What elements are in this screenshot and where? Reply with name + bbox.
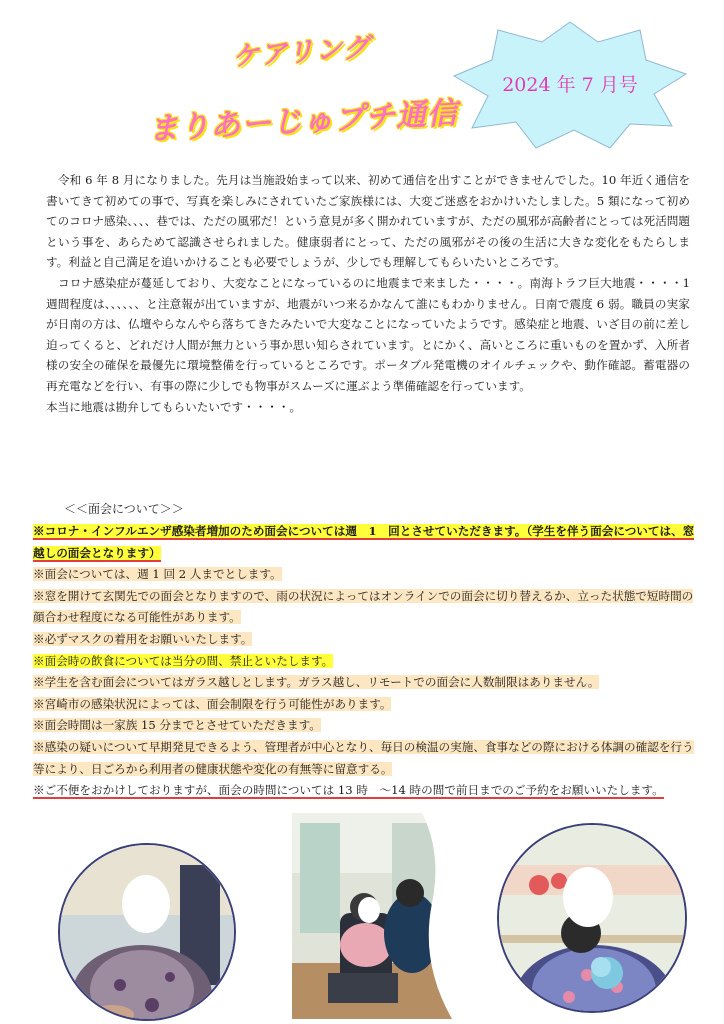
notice-item: ※窓を開けて玄関先での面会となりますので、雨の状況によってはオンラインでの面会に切り替えるか、立った状態で短時間の顔合わせ程度になる可能性があります。 [33, 588, 694, 625]
resident-photo-circle-icon [60, 845, 236, 1021]
face-mask [358, 897, 380, 923]
notice-item: ※コロナ・インフルエンザ感染者増加のため面会については週 1 回とさせていただきます。（学生を伴う面会については、窓越しの面会となります） [33, 524, 695, 560]
visits-heading: ＜＜面会について＞＞ [64, 502, 184, 516]
article-body [46, 170, 690, 417]
notice-item: ※面会時間は一家族 15 分までとさせていただきます。 [33, 718, 321, 733]
notice-item: ※学生を含む面会についてはガラス越しとします。ガラス越し、リモートでの面会に人数制限はありません。 [33, 675, 600, 690]
face-mask [563, 867, 613, 927]
notice-item: ※面会時の飲食については当分の間、禁止といたします。 [33, 653, 334, 668]
face-mask [122, 875, 170, 933]
notice-item: ※宮崎市の感染状況によっては、面会制限を行う可能性があります。 [33, 696, 392, 711]
paragraph-intro: 令和 6 年 8 月になりました。先月は当施設始まって以来、初めて通信を出すことができませんでした。10 年近く通信を書いてきて初めての事で、写真を楽しみにされていたご家族様には、大変ご迷惑をおかけいたしました。5 類になって初めてのコロナ感染、、、、巷では、ただの風邪だ！という意見が多く開かれていますが、ただの風邪が高齢者にとっては死活問題という事を、あらためて認識させられました。健康弱者にとって、ただの風邪がその後の生活に大きな変化をもたらします。利益と自己満足を追いかけることも必要でしょうが、少しでも理解してもらいたいところです。 [46, 173, 690, 270]
resident-photo-1 [58, 843, 236, 1021]
visits-notice-list [33, 521, 695, 802]
newsletter-title-line2: まりあーじゅプチ通信 [147, 95, 459, 148]
notice-item: ※必ずマスクの着用をお願いいたします。 [33, 631, 253, 646]
resident-photo-2 [292, 813, 452, 1019]
paragraph-earthquake: コロナ感染症が蔓延しており、大変なことになっているのに地震まで来ました・・・・。南海トラフ巨大地震・・・・1 週間程度は、、、、、、と注意報が出ていますが、地震がいつ来るかなんて誰にもわかりません。日南で震度 6 弱。職員の実家が日南の方は、仏壇やらなんやら落ちてきたみたいで大変なことになっていたようです。感染症と地震、いざ目の前に差し迫ってくると、どれだけ人間が無力という事か思い知らされています。とにかく、高いところに重いものを置かず、入所者様の安全の確保を最優先に環境整備を行っているところです。ポータブル発電機のオイルチェックや、動作確認。蓄電器の再充電などを行い、有事の際に少しでも物事がスムーズに運ぶよう準備確認を行っています。 [46, 275, 690, 393]
notice-item: ※ご不便をおかけしておりますが、面会の時間については 13 時 ～14 時の間で前日までのご予約をお願いいたします。 [33, 783, 664, 798]
issue-badge [450, 20, 690, 150]
notice-item: ※面会については、週 1 回 2 人までとします。 [33, 567, 282, 582]
resident-photo-3 [497, 823, 687, 1013]
newsletter-title-line1: ケアリング [231, 32, 372, 73]
issue-date: 2024 年 7 月号 [502, 74, 638, 96]
notice-item: ※感染の疑いについて早期発見できるよう、管理者が中心となり、毎日の検温の実施、食事などの際における体調の確認を行う等により、日ごろから利用者の健康状態や変化の有無等に留意する。 [33, 739, 694, 776]
paragraph-closing: 本当に地震は勘弁してもらいたいです・・・・。 [46, 399, 302, 414]
